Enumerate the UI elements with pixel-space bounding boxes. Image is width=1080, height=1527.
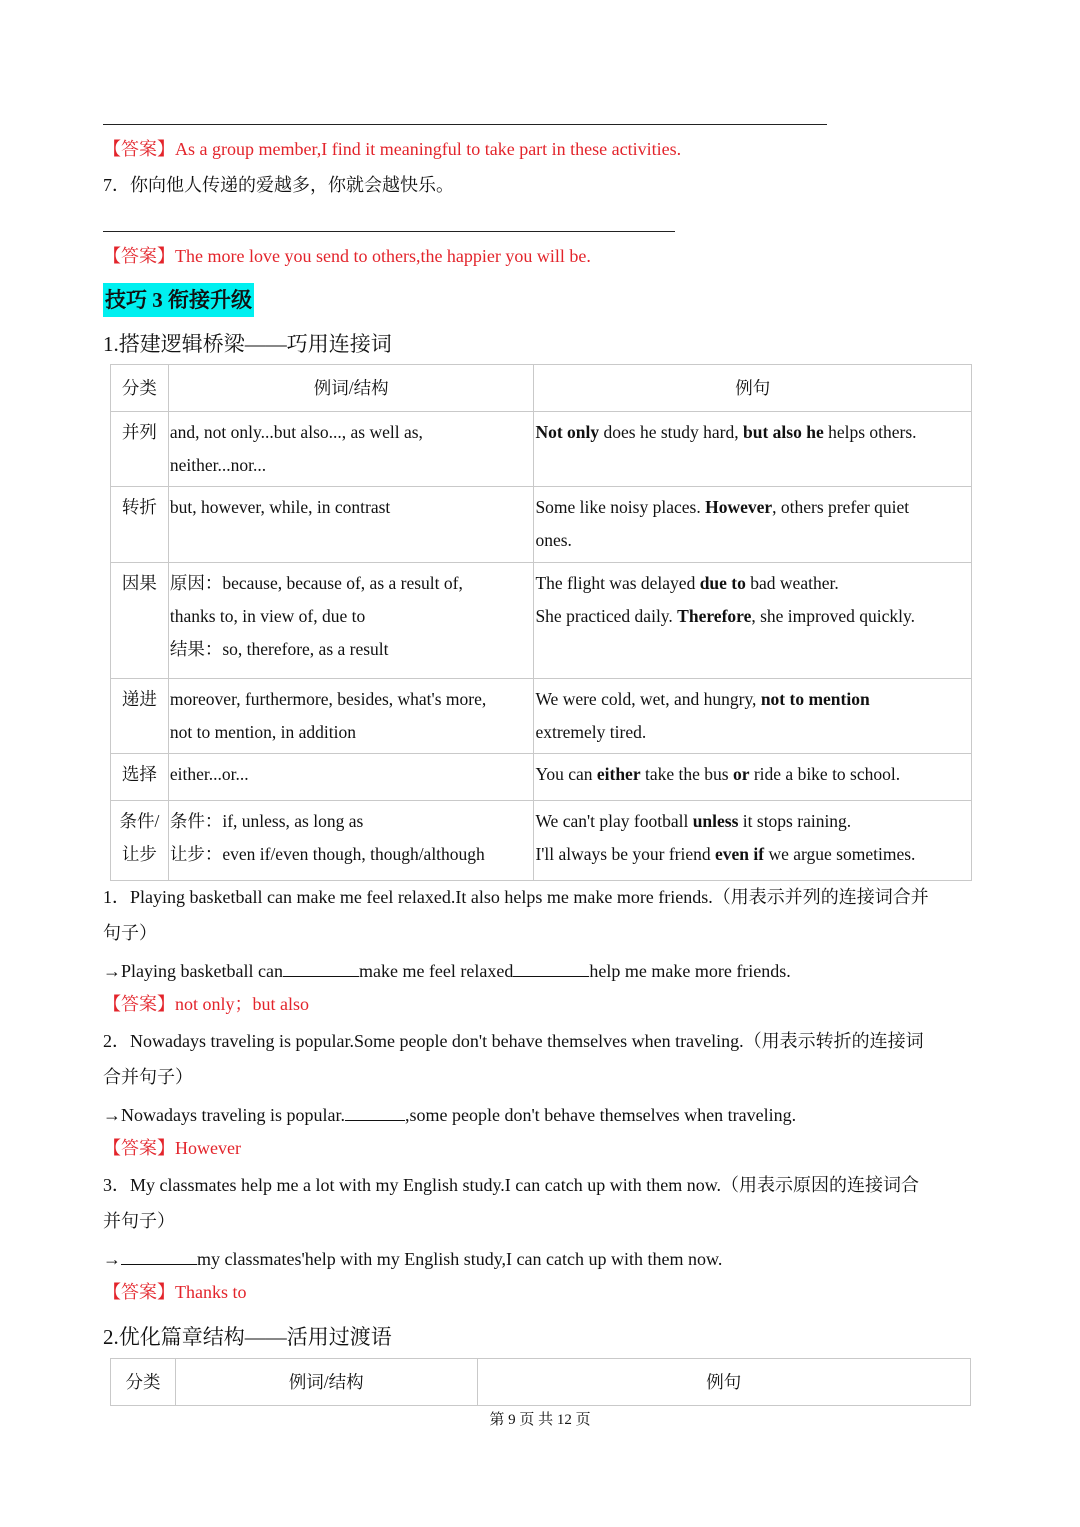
category-cell: 转折 xyxy=(111,487,169,563)
table-row xyxy=(111,412,972,487)
header-category: 分类 xyxy=(111,365,169,412)
words-cell xyxy=(168,412,534,487)
question-7: 7．你向他人传递的爱越多，你就会越快乐。 xyxy=(103,175,454,195)
rewrite-text: make me feel relaxed xyxy=(358,961,514,981)
exercise-3-prompt: 3．My classmates help me a lot with my English study.I can catch up with them now.（用表示原因的连接词合 xyxy=(103,1175,920,1195)
words-line: either...or... xyxy=(169,764,249,784)
answer-6 xyxy=(103,137,681,161)
example-line: We can't play football unless it stops raining. xyxy=(535,811,852,831)
words-line: not to mention, in addition xyxy=(169,722,357,742)
header-category: 分类 xyxy=(111,1359,176,1406)
example-line: I'll always be your friend even if we argue sometimes. xyxy=(535,844,916,864)
table-header-row xyxy=(111,1359,971,1406)
words-cell xyxy=(168,487,534,563)
table-row xyxy=(111,754,972,801)
words-line: moreover, furthermore, besides, what's more, xyxy=(169,689,487,709)
example-cell xyxy=(534,679,972,754)
answer-text: not only；but also xyxy=(175,994,309,1014)
example-cell xyxy=(534,801,972,881)
answer-line-7 xyxy=(103,231,675,232)
category-cell xyxy=(111,801,169,881)
example-cell xyxy=(534,563,972,679)
header-examples: 例句 xyxy=(477,1359,970,1406)
blank-1[interactable] xyxy=(345,1102,405,1121)
example-line: The flight was delayed due to bad weather. xyxy=(535,573,839,593)
rewrite-text: my classmates'help with my English study,I can catch up with them now. xyxy=(197,1249,723,1269)
example-line: Not only does he study hard, but also he helps others. xyxy=(535,422,917,442)
exercise-1-rewrite xyxy=(103,958,791,983)
answer-ex-2 xyxy=(103,1136,241,1160)
connector-table xyxy=(110,364,972,881)
blank-1[interactable] xyxy=(121,1246,197,1265)
example-line: ones. xyxy=(535,530,572,550)
table-row xyxy=(111,563,972,679)
header-words: 例词/结构 xyxy=(175,1359,477,1406)
words-line: 原因：because, because of, as a result of, xyxy=(169,573,463,593)
example-line: We were cold, wet, and hungry, not to mention xyxy=(535,689,870,709)
words-line: neither...nor... xyxy=(169,455,267,475)
header-words: 例词/结构 xyxy=(168,365,534,412)
example-line: extremely tired. xyxy=(535,722,647,742)
answer-label: 【答案】 xyxy=(103,139,175,159)
rewrite-text: →Playing basketball can xyxy=(103,961,283,981)
table-row xyxy=(111,487,972,563)
exercise-2-prompt: 2．Nowadays traveling is popular.Some people don't behave themselves when traveling.（用表示转折的连接词 xyxy=(103,1031,924,1051)
words-line: 条件：if, unless, as long as xyxy=(169,811,364,831)
answer-label: 【答案】 xyxy=(103,246,175,266)
category-line: 让步 xyxy=(121,844,157,864)
rewrite-text: → xyxy=(103,1249,121,1269)
words-cell xyxy=(168,801,534,881)
rewrite-text: →Nowadays traveling is popular. xyxy=(103,1105,345,1125)
rewrite-text: help me make more friends. xyxy=(589,961,791,981)
answer-ex-1 xyxy=(103,992,309,1016)
exercise-2-prompt-cont: 合并句子） xyxy=(103,1067,193,1087)
example-cell xyxy=(534,487,972,563)
words-cell xyxy=(168,679,534,754)
example-cell xyxy=(534,412,972,487)
example-line: You can either take the bus or ride a bike to school. xyxy=(535,764,901,784)
blank-1[interactable] xyxy=(283,958,359,977)
answer-text: Thanks to xyxy=(175,1282,247,1302)
category-line: 条件/ xyxy=(119,811,160,831)
exercise-1-prompt: 1．Playing basketball can make me feel relaxed.It also helps me make more friends.（用表示并列的连接词合并 xyxy=(103,887,929,907)
words-line: and, not only...but also..., as well as, xyxy=(169,422,423,442)
blank-2[interactable] xyxy=(513,958,589,977)
example-line: She practiced daily. Therefore, she improved quickly. xyxy=(535,606,915,626)
transition-table xyxy=(110,1358,971,1406)
exercise-1-prompt-cont: 句子） xyxy=(103,923,157,943)
answer-text: As a group member,I find it meaningful to take part in these activities. xyxy=(175,139,682,159)
section-1-title: 1.搭建逻辑桥梁——巧用连接词 xyxy=(103,332,392,356)
words-line: but, however, while, in contrast xyxy=(169,497,391,517)
category-cell: 并列 xyxy=(111,412,169,487)
section-2-title: 2.优化篇章结构——活用过渡语 xyxy=(103,1325,392,1349)
page-footer: 第 9 页 共 12 页 xyxy=(489,1412,591,1428)
example-line: Some like noisy places. However, others prefer quiet xyxy=(535,497,910,517)
answer-7 xyxy=(103,244,591,268)
category-cell: 因果 xyxy=(111,563,169,679)
words-line: 结果：so, therefore, as a result xyxy=(169,639,389,659)
table-row xyxy=(111,679,972,754)
answer-text: The more love you send to others,the happier you will be. xyxy=(175,246,591,266)
exercise-3-prompt-cont: 并句子） xyxy=(103,1211,175,1231)
exercise-2-rewrite xyxy=(103,1102,796,1127)
answer-label: 【答案】 xyxy=(103,1138,175,1158)
exercise-3-rewrite xyxy=(103,1246,722,1271)
answer-label: 【答案】 xyxy=(103,1282,175,1302)
words-cell xyxy=(168,754,534,801)
answer-label: 【答案】 xyxy=(103,994,175,1014)
answer-text: However xyxy=(175,1138,241,1158)
rewrite-text: ,some people don't behave themselves when traveling. xyxy=(404,1105,797,1125)
answer-ex-3 xyxy=(103,1280,247,1304)
table-row xyxy=(111,801,972,881)
words-line: thanks to, in view of, due to xyxy=(169,606,366,626)
example-cell xyxy=(534,754,972,801)
words-line: 让步：even if/even though, though/although xyxy=(169,844,485,864)
skill-3-heading: 技巧 3 衔接升级 xyxy=(103,283,254,317)
words-cell xyxy=(168,563,534,679)
header-examples: 例句 xyxy=(534,365,972,412)
answer-line-6 xyxy=(103,124,827,125)
table-header-row xyxy=(111,365,972,412)
category-cell: 递进 xyxy=(111,679,169,754)
category-cell: 选择 xyxy=(111,754,169,801)
